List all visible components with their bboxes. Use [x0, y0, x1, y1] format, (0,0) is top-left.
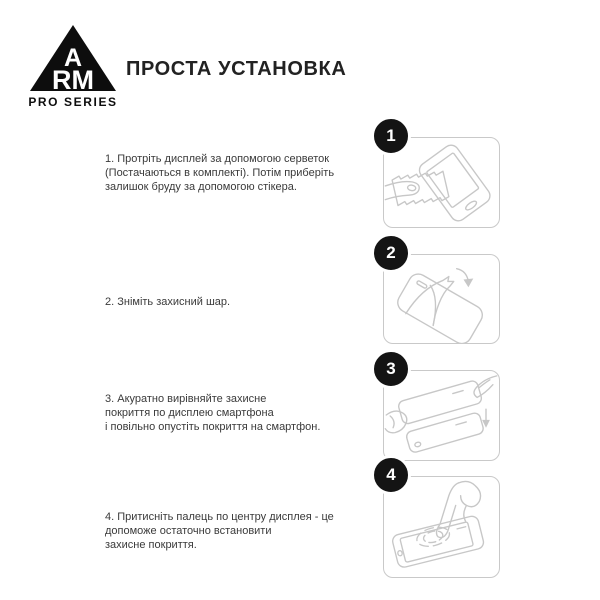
step-text-line: і повільно опустіть покриття на смартфон.	[105, 421, 321, 433]
step-text-line: захисне покриття.	[105, 539, 197, 551]
logo-series-label: PRO SERIES	[28, 95, 118, 109]
logo-letter-a: A	[63, 44, 83, 72]
page-title: ПРОСТА УСТАНОВКА	[126, 58, 347, 80]
step-text-line: 4. Притисніть палець по центру дисплея - це	[105, 511, 334, 523]
logo-letters-rm: RM	[52, 65, 94, 95]
step-text-line: допоможе остаточно встановити	[105, 525, 272, 537]
step-2-number-badge: 2	[371, 233, 411, 273]
step-4-text	[105, 510, 334, 552]
step-3-text	[105, 392, 320, 434]
step-text-line: (Постачаються в комплекті). Потім приберіть	[105, 167, 335, 179]
step-1-number-badge: 1	[371, 116, 411, 156]
step-4-figure	[383, 465, 500, 578]
step-text-line: 1. Протріть дисплей за допомогою серветок	[105, 153, 330, 165]
step-2-text	[105, 295, 230, 309]
step-3-figure	[383, 359, 500, 461]
step-text-line: 2. Зніміть захисний шар.	[105, 296, 231, 308]
step-1-text	[105, 152, 334, 194]
step-1-figure	[383, 126, 500, 228]
step-3-number-badge: 3	[371, 349, 411, 389]
step-4-number-badge: 4	[371, 455, 411, 495]
step-text-line: 3. Акуратно вирівняйте захисне	[105, 393, 267, 405]
step-2-figure	[383, 243, 500, 344]
step-text-line: залишок бруду за допомогою стікера.	[105, 181, 297, 193]
arm-pro-series-logo	[27, 23, 119, 111]
step-text-line: покриття по дисплею смартфона	[105, 407, 274, 419]
